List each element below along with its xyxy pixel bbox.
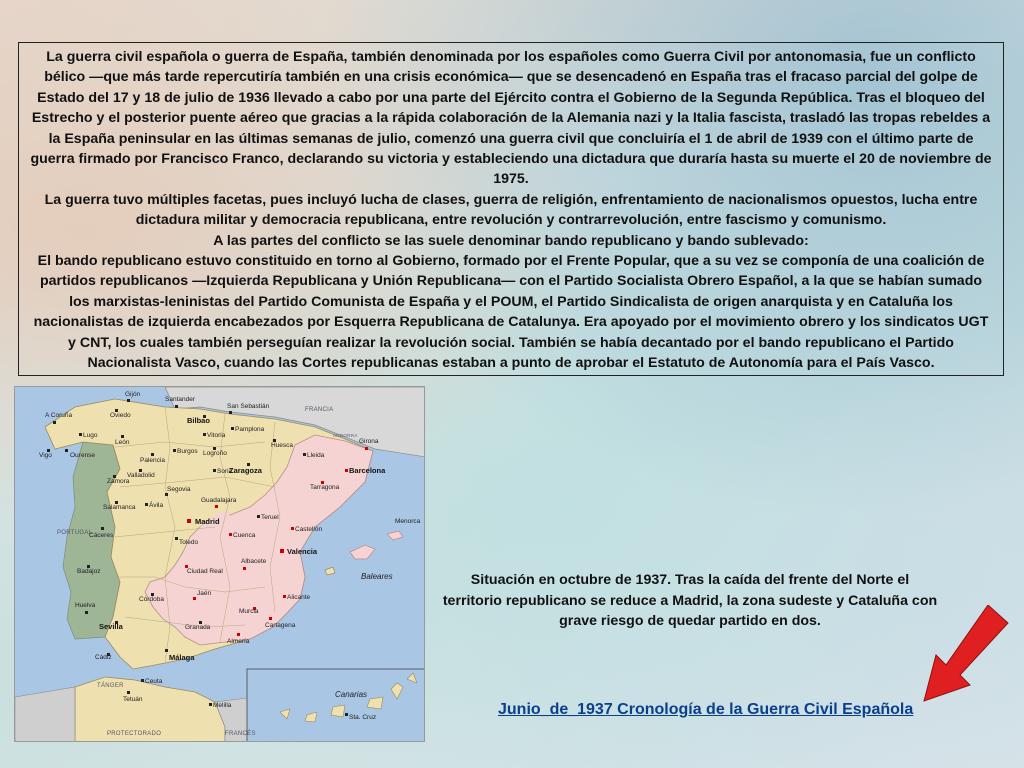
intro-paragraph-3: A las partes del conflicto se las suele denominar bando republicano y bando sublevado: <box>213 232 809 249</box>
label-baleares: Baleares <box>361 572 393 581</box>
map-caption: Situación en octubre de 1937. Tras la caída del frente del Norte el territorio republicano se reduce a Madrid, la zona sudeste y Cataluña con grave riesgo de quedar partido en dos. <box>442 572 938 629</box>
city-sevilla: Sevilla <box>99 622 123 631</box>
city-zaragoza: Zaragoza <box>229 466 262 475</box>
city-logrono: Logroño <box>203 450 227 457</box>
city-tetuan: Tetuán <box>123 696 143 703</box>
label-frances: FRANCÉS <box>225 731 256 737</box>
city-girona: Girona <box>359 438 379 445</box>
city-tarragona: Tarragona <box>310 484 340 491</box>
city-ourense: Ourense <box>70 452 95 459</box>
city-segovia: Segovia <box>167 486 191 493</box>
city-gijon: Gijón <box>125 391 141 398</box>
city-badajoz: Badajoz <box>77 568 101 575</box>
city-malaga: Málaga <box>169 653 195 662</box>
city-sta-cruz: Sta. Cruz <box>349 714 377 721</box>
label-canarias: Canarias <box>335 690 368 699</box>
city-madrid: Madrid <box>195 517 220 526</box>
city-vitoria: Vitoria <box>207 432 226 439</box>
city-valencia: Valencia <box>287 547 318 556</box>
city-lleida: Lleida <box>307 452 325 459</box>
cronologia-link[interactable]: Junio_de_1937 Cronología de la Guerra Civil Española <box>498 701 914 718</box>
city-lugo: Lugo <box>83 432 98 439</box>
city-vigo: Vigo <box>39 452 52 459</box>
city-albacete: Albacete <box>241 558 267 565</box>
city-pamplona: Pamplona <box>235 426 265 433</box>
city-alicante: Alicante <box>287 594 311 601</box>
spain-map-october-1937 <box>14 386 425 742</box>
city-oviedo: Oviedo <box>110 412 131 419</box>
city-san-sebastian: San Sebastián <box>227 403 270 410</box>
city-valladolid: Valladolid <box>127 472 155 479</box>
label-francia: FRANCIA <box>305 407 334 413</box>
city-avila: Ávila <box>149 502 164 509</box>
city-almeria: Almería <box>227 638 250 645</box>
label-portugal: PORTUGAL <box>57 530 93 536</box>
canarias-inset <box>247 669 425 742</box>
city-coruna: A Coruña <box>45 412 73 419</box>
map-graphic <box>15 387 425 742</box>
city-jaen: Jaén <box>197 590 212 597</box>
city-huelva: Huelva <box>75 602 96 609</box>
city-cuenca: Cuenca <box>233 532 256 539</box>
label-protectorado: PROTECTORADO <box>107 731 162 737</box>
city-soria: Soria <box>217 468 233 475</box>
city-santander: Santander <box>165 396 195 403</box>
city-menorca: Menorca <box>395 518 421 525</box>
city-huesca: Huesca <box>271 442 294 449</box>
intro-text-box <box>18 42 1004 376</box>
label-tanger: TÁNGER <box>97 683 124 689</box>
label-andorra: ANDORRA <box>333 433 358 438</box>
intro-paragraph-1: La guerra civil española o guerra de España, también denominada por los españoles como Guerra Civil por antonomasia, fue un conflicto bélico —que más tarde repercutiría también en una crisis económica— que se desencadenó en España tras el fracaso parcial del golpe de Estado del 17 y 18 de julio de 1936 llevado a cabo por una parte del Ejército contra el Gobierno de la Segunda República. Tras el bloqueo del Estrecho y el posterior puente aéreo que gracias a la rápida colaboración de la Alemania nazi y la Italia fascista, trasladó las tropas rebeldes a la España peninsular en las últimas semanas de julio, comenzó una guerra civil que concluiría el 1 de abril de 1939 con el último parte de guerra firmado por Francisco Franco, declarando su victoria y estableciendo una dictadura que duraría hasta su muerte el 20 de noviembre de 1975. <box>30 49 992 188</box>
city-cordoba: Córdoba <box>139 596 164 603</box>
city-teruel: Teruel <box>261 514 279 521</box>
morocco-west-area <box>15 687 75 742</box>
red-arrow-icon <box>920 605 1010 705</box>
city-cadiz: Cádiz <box>95 654 112 661</box>
city-salamanca: Salamanca <box>103 504 136 511</box>
intro-paragraph-2: La guerra tuvo múltiples facetas, pues incluyó lucha de clases, guerra de religión, enfrentamiento de nacionalismos opuestos, lucha entre dictadura militar y democracia republicana, entre revolución y contrarrevolución, entre fascismo y comunismo. <box>44 191 978 229</box>
city-melilla: Melilla <box>213 702 232 709</box>
city-barcelona: Barcelona <box>349 466 386 475</box>
city-zamora: Zamora <box>107 478 130 485</box>
city-palencia: Palencia <box>140 457 165 464</box>
city-granada: Granada <box>185 624 211 631</box>
city-burgos: Burgos <box>177 448 198 455</box>
city-leon: León <box>115 439 130 446</box>
intro-paragraph-4: El bando republicano estuvo constituido en torno al Gobierno, formado por el Frente Popular, que a su vez se componía de una coalición de partidos republicanos —Izquierda Republicana y Unión Republicana— con el Partido Socialista Obrero Español, a la que se habían sumado los marxistas-leninistas del Partido Comunista de España y el POUM, el Partido Sindicalista de origen anarquista y en Cataluña los nacionalistas de izquierda encabezados por Esquerra Republicana de Catalunya. Era apoyado por el movimiento obrero y los sindicatos UGT y CNT, los cuales también perseguían realizar la revolución social. También se había decantado por el bando republicano el Partido Nacionalista Vasco, cuando las Cortes republicanas estaban a punto de aprobar el Estatuto de Autonomía para el País Vasco. <box>33 253 989 372</box>
city-cartagena: Cartagena <box>265 622 296 629</box>
city-toledo: Toledo <box>179 539 199 546</box>
city-bilbao: Bilbao <box>187 416 210 425</box>
city-ceuta: Ceuta <box>145 678 163 685</box>
city-caceres: Cáceres <box>89 532 114 539</box>
city-ciudad-real: Ciudad Real <box>187 568 223 575</box>
city-castellon: Castellón <box>295 526 323 533</box>
city-guadalajara: Guadalajara <box>201 497 237 504</box>
city-murcia: Murcia <box>239 608 259 615</box>
